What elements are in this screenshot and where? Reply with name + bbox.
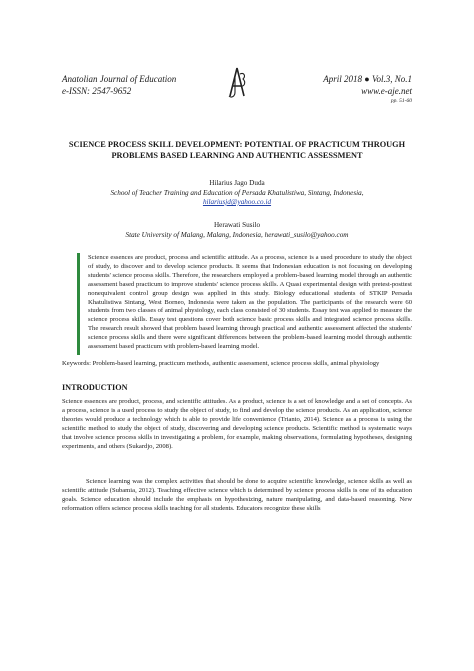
keywords-label: Keywords: [62, 360, 91, 367]
section-heading-introduction: INTRODUCTION [62, 383, 128, 392]
author-name: Herawati Susilo [213, 221, 261, 229]
journal-website[interactable]: www.e-aje.net [361, 86, 412, 96]
intro-paragraph-1: Science essences are product, process, and scientific attitudes. As a product, science is a set of knowledge and a set of concepts. As a process, science is a used process to study the object of study, to find and develop the science products. As an application, science theories would produce a technology which is able to provide life convenience (Trianto, 2014). Science as a process is using the scientific method to study the object of study, discovering and developing science products. Scientific method is systematic ways that involve science process skills in investigating a problem, for example, making observations, formulating hypotheses, designing experiments, and others (Sukardjo, 2008). [62, 398, 412, 450]
journal-issue: April 2018 ● Vol.3, No.1 [323, 74, 412, 84]
author-email-link[interactable]: hilariusjd@yahoo.co.id [202, 198, 272, 206]
keywords-text: Problem-based learning, practicum methods, authentic assessment, science process skills, animal physiology [92, 360, 380, 367]
paper-title: SCIENCE PROCESS SKILL DEVELOPMENT: POTENTIAL OF PRACTICUM THROUGH PROBLEMS BASED LEARNING AND AUTHENTIC ASSESSMENT [68, 140, 406, 160]
journal-name: Anatolian Journal of Education [62, 74, 177, 84]
intro-paragraph-2: Science learning was the complex activities that should be done to acquire scientific knowledge, science skills as well as scientific attitude (Subamia, 2012). Teaching effective science which is determined by science process skills is one of its education goals. Science education should include the emphasis on hypothesizing, nature manipulating, and data-based reasoning. New reformation offers science process skills teaching for all students. Educators recognize these skills [62, 478, 412, 512]
author-affiliation: State University of Malang, Malang, Indonesia, herawati_susilo@yahoo.com [125, 230, 349, 239]
journal-header-left [62, 73, 176, 97]
author-block-1 [62, 179, 412, 208]
abstract-accent-bar [77, 253, 80, 355]
author-name: Hilarius Jago Duda [209, 179, 265, 187]
author-affiliation: School of Teacher Training and Education of Persada Khatulistiwa, Sintang, Indonesia, [110, 188, 364, 197]
journal-eissn: e-ISSN: 2547-9652 [62, 86, 132, 96]
journal-pages: pp. 51-60 [390, 98, 412, 104]
abstract-text: Science essences are product, process and scientific attitude. As a process, science is a used procedure to study the object of study, to discover and to develop science products. It seems that Indonesian education is not focusing on developing students' science process skills. Therefore, the researchers employed a problem-based learning model through an authentic assessment based practicum to improve students' science process skills. A Quasi experimental design with pretest-posttest nonequivalent control group design was applied in this study. Biology educational students of STKIP Persada Khatulistiwa Sintang, West Borneo, Indonesia were taken as the population. The participants of the research were 60 students from two classes of animal physiology, each class consisted of 30 students. Essay test was applied to measure the science process skills. Essay test questions cover both science basic process skills and integrated science process skills. The research result showed that problem based learning through practical and authentic assessment affected the students' science process skills and there were significant differences between the problem-based learning model through authentic assessment based practicum with problem-based learning model. [88, 254, 412, 351]
author-block-2 [62, 221, 412, 240]
journal-header-right [323, 73, 412, 105]
keywords [62, 360, 412, 369]
journal-logo-icon [226, 66, 248, 102]
